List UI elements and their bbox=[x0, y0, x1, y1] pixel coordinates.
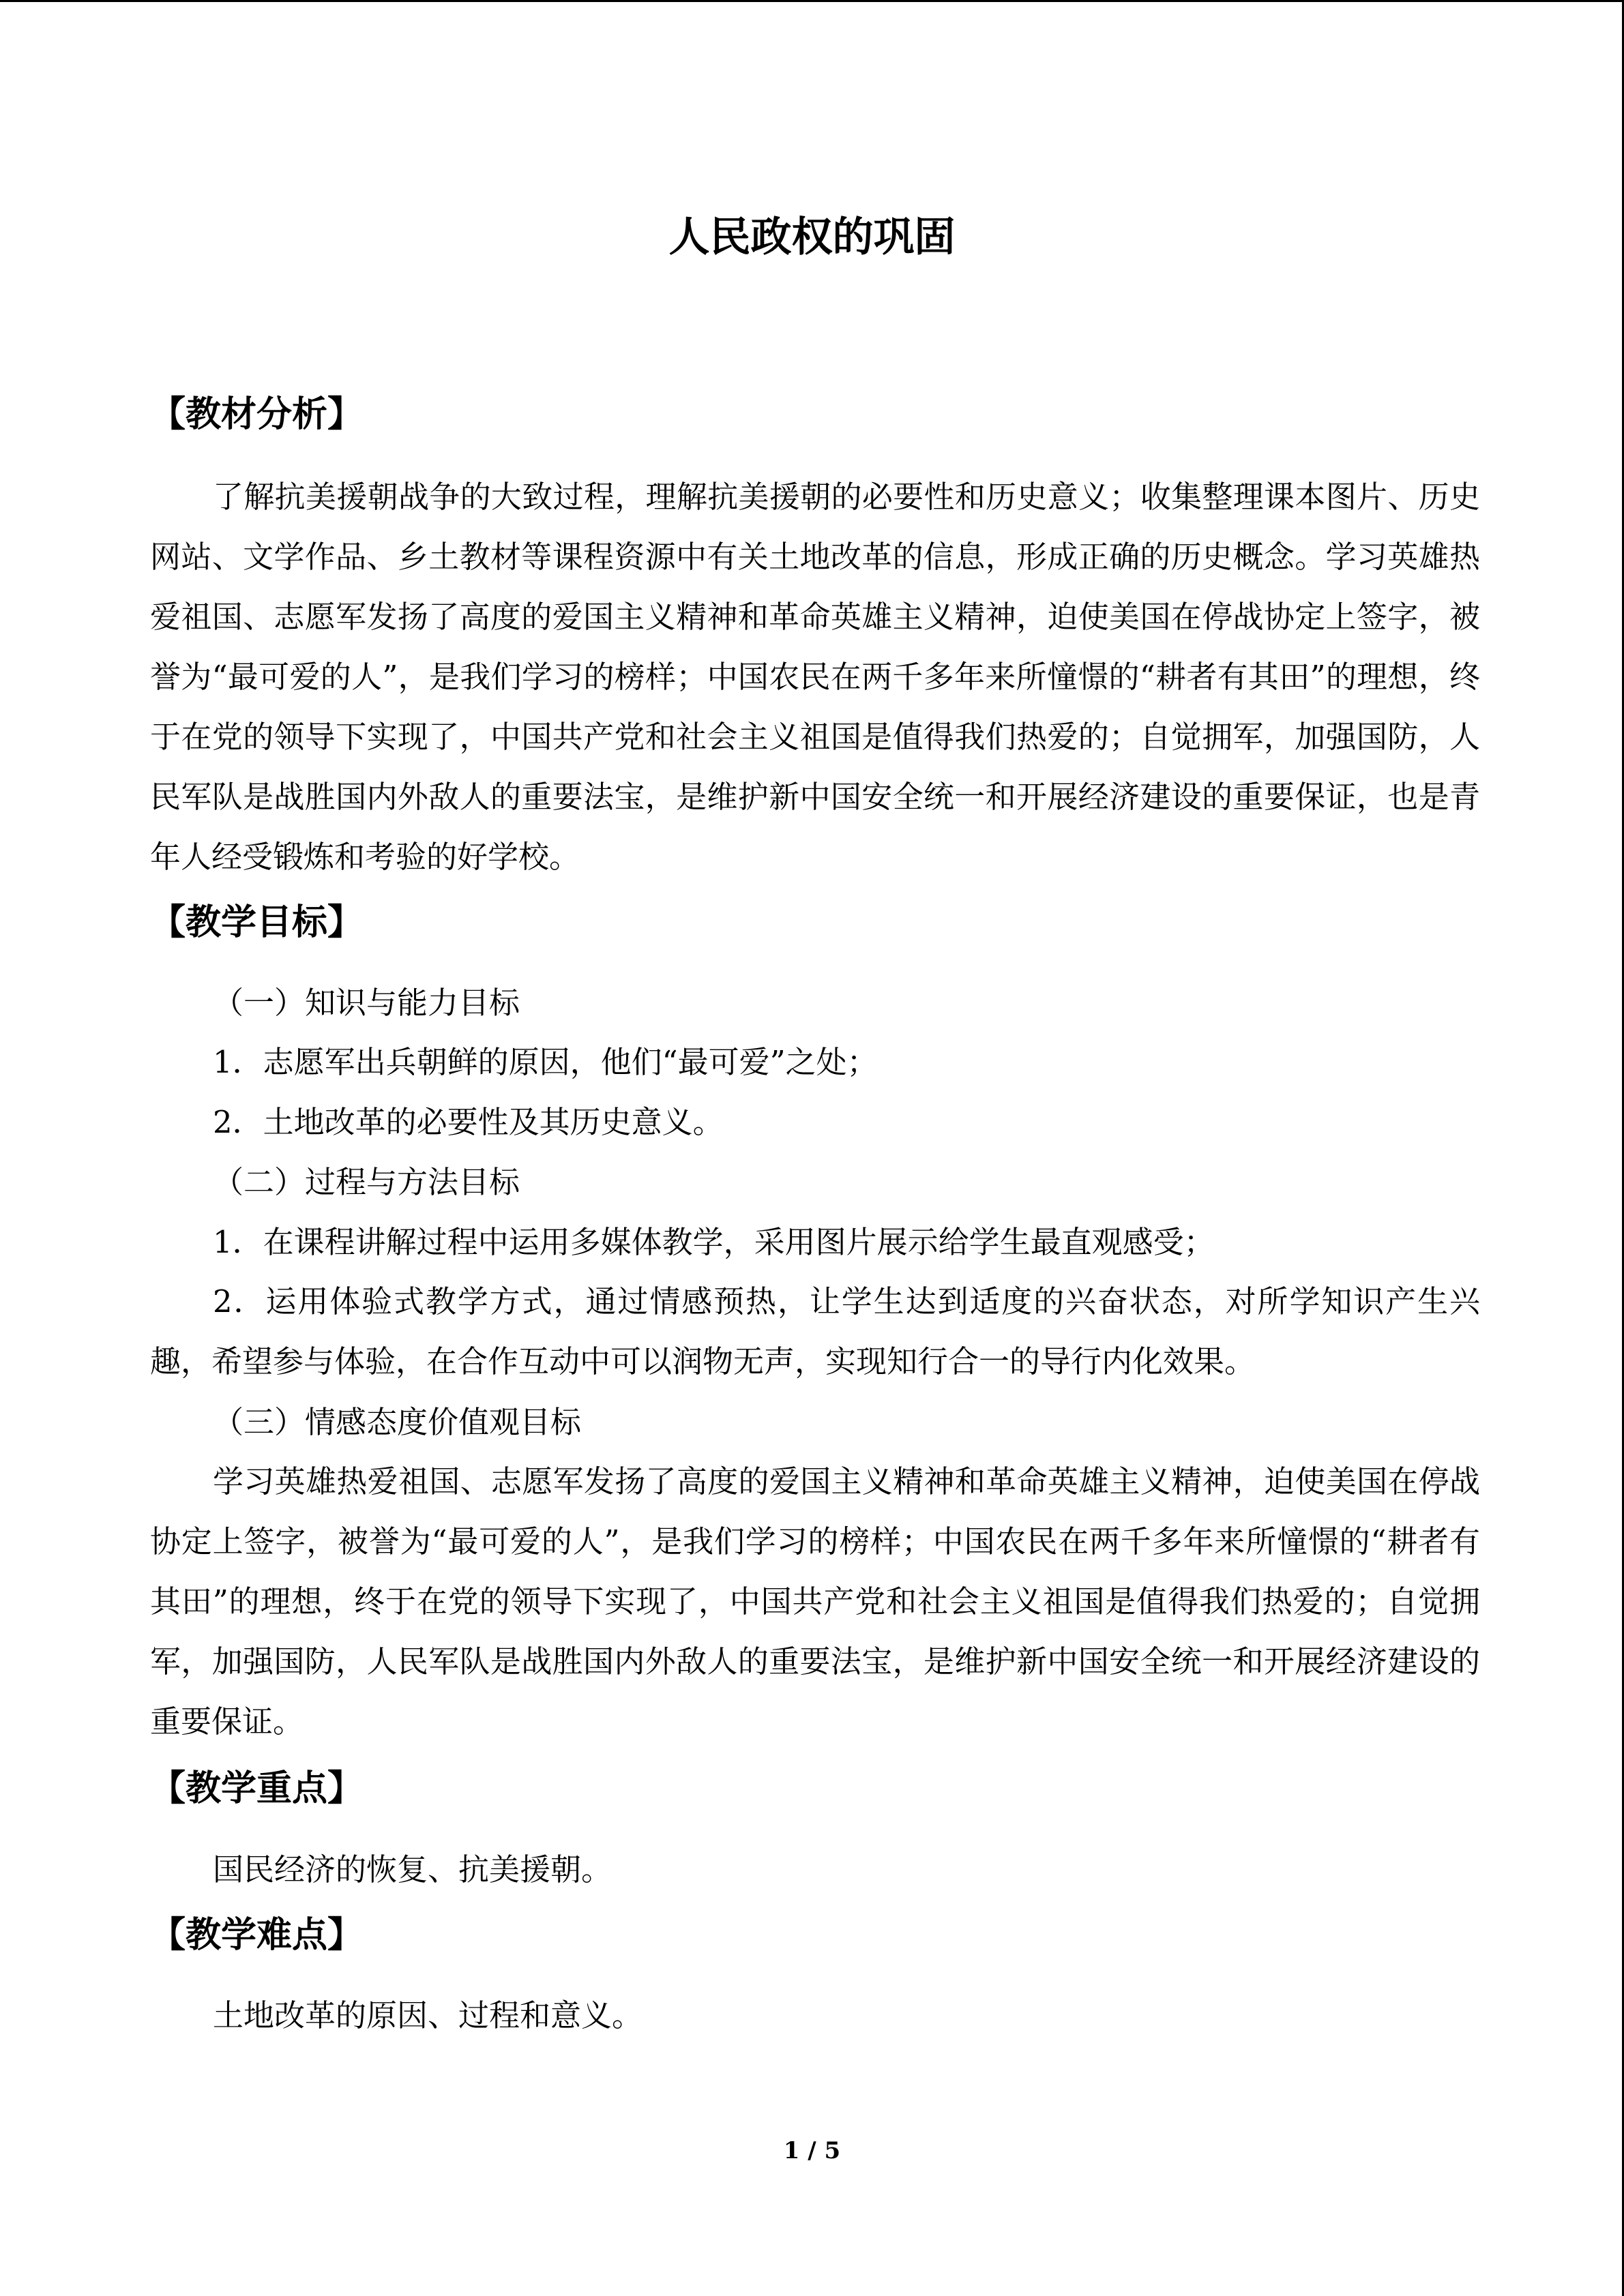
objective-item: 1．在课程讲解过程中运用多媒体教学，采用图片展示给学生最直观感受； bbox=[213, 1224, 1215, 1260]
objective-item: 1．志愿军出兵朝鲜的原因，他们“最可爱”之处； bbox=[213, 1044, 878, 1080]
key-points-text: 国民经济的恢复、抗美援朝。 bbox=[213, 1851, 612, 1888]
difficulties-text: 土地改革的原因、过程和意义。 bbox=[213, 1997, 643, 2033]
analysis-paragraph: 了解抗美援朝战争的大致过程，理解抗美援朝的必要性和历史意义；收集整理课本图片、历史网站、文学作品、乡土教材等课程资源中有关土地改革的信息，形成正确的历史概念。学习英雄热爱祖国、志愿军发扬了高度的爱国主义精神和革命英雄主义精神，迫使美国在停战协定上签字，被誉为“最可爱的人”，是我们学习的榜样；中国农民在两千多年来所憧憬的“耕者有其田”的理想，终于在党的领导下实现了，中国共产党和社会主义祖国是值得我们热爱的；自觉拥军，加强国防，人民军队是战胜国内外敌人的重要法宝，是维护新中国安全统一和开展经济建设的重要保证，也是青年人经受锻炼和考验的好学校。 bbox=[150, 479, 1480, 875]
objective-item: 2．土地改革的必要性及其历史意义。 bbox=[213, 1104, 724, 1140]
section-heading-difficulties: 【教学难点】 bbox=[150, 1915, 364, 1956]
section-heading-key-points: 【教学重点】 bbox=[150, 1768, 364, 1809]
page-number: 1 / 5 bbox=[783, 2137, 841, 2164]
section-heading-analysis: 【教材分析】 bbox=[150, 394, 364, 435]
objective-subheading-emotion: （三）情感态度价值观目标 bbox=[213, 1404, 582, 1440]
page-title: 人民政权的巩固 bbox=[668, 213, 956, 261]
section-heading-objectives: 【教学目标】 bbox=[150, 902, 364, 943]
objective-subheading-knowledge: （一）知识与能力目标 bbox=[213, 985, 520, 1021]
objective-emotion-paragraph: 学习英雄热爱祖国、志愿军发扬了高度的爱国主义精神和革命英雄主义精神，迫使美国在停战协定上签字，被誉为“最可爱的人”，是我们学习的榜样；中国农民在两千多年来所憧憬的“耕者有其田”的理想，终于在党的领导下实现了，中国共产党和社会主义祖国是值得我们热爱的；自觉拥军，加强国防，人民军队是战胜国内外敌人的重要法宝，是维护新中国安全统一和开展经济建设的重要保证。 bbox=[150, 1463, 1480, 1740]
objective-item-paragraph: 2．运用体验式教学方式，通过情感预热，让学生达到适度的兴奋状态，对所学知识产生兴趣，希望参与体验，在合作互动中可以润物无声，实现知行合一的导行内化效果。 bbox=[150, 1283, 1480, 1380]
objective-subheading-process: （二）过程与方法目标 bbox=[213, 1164, 520, 1200]
